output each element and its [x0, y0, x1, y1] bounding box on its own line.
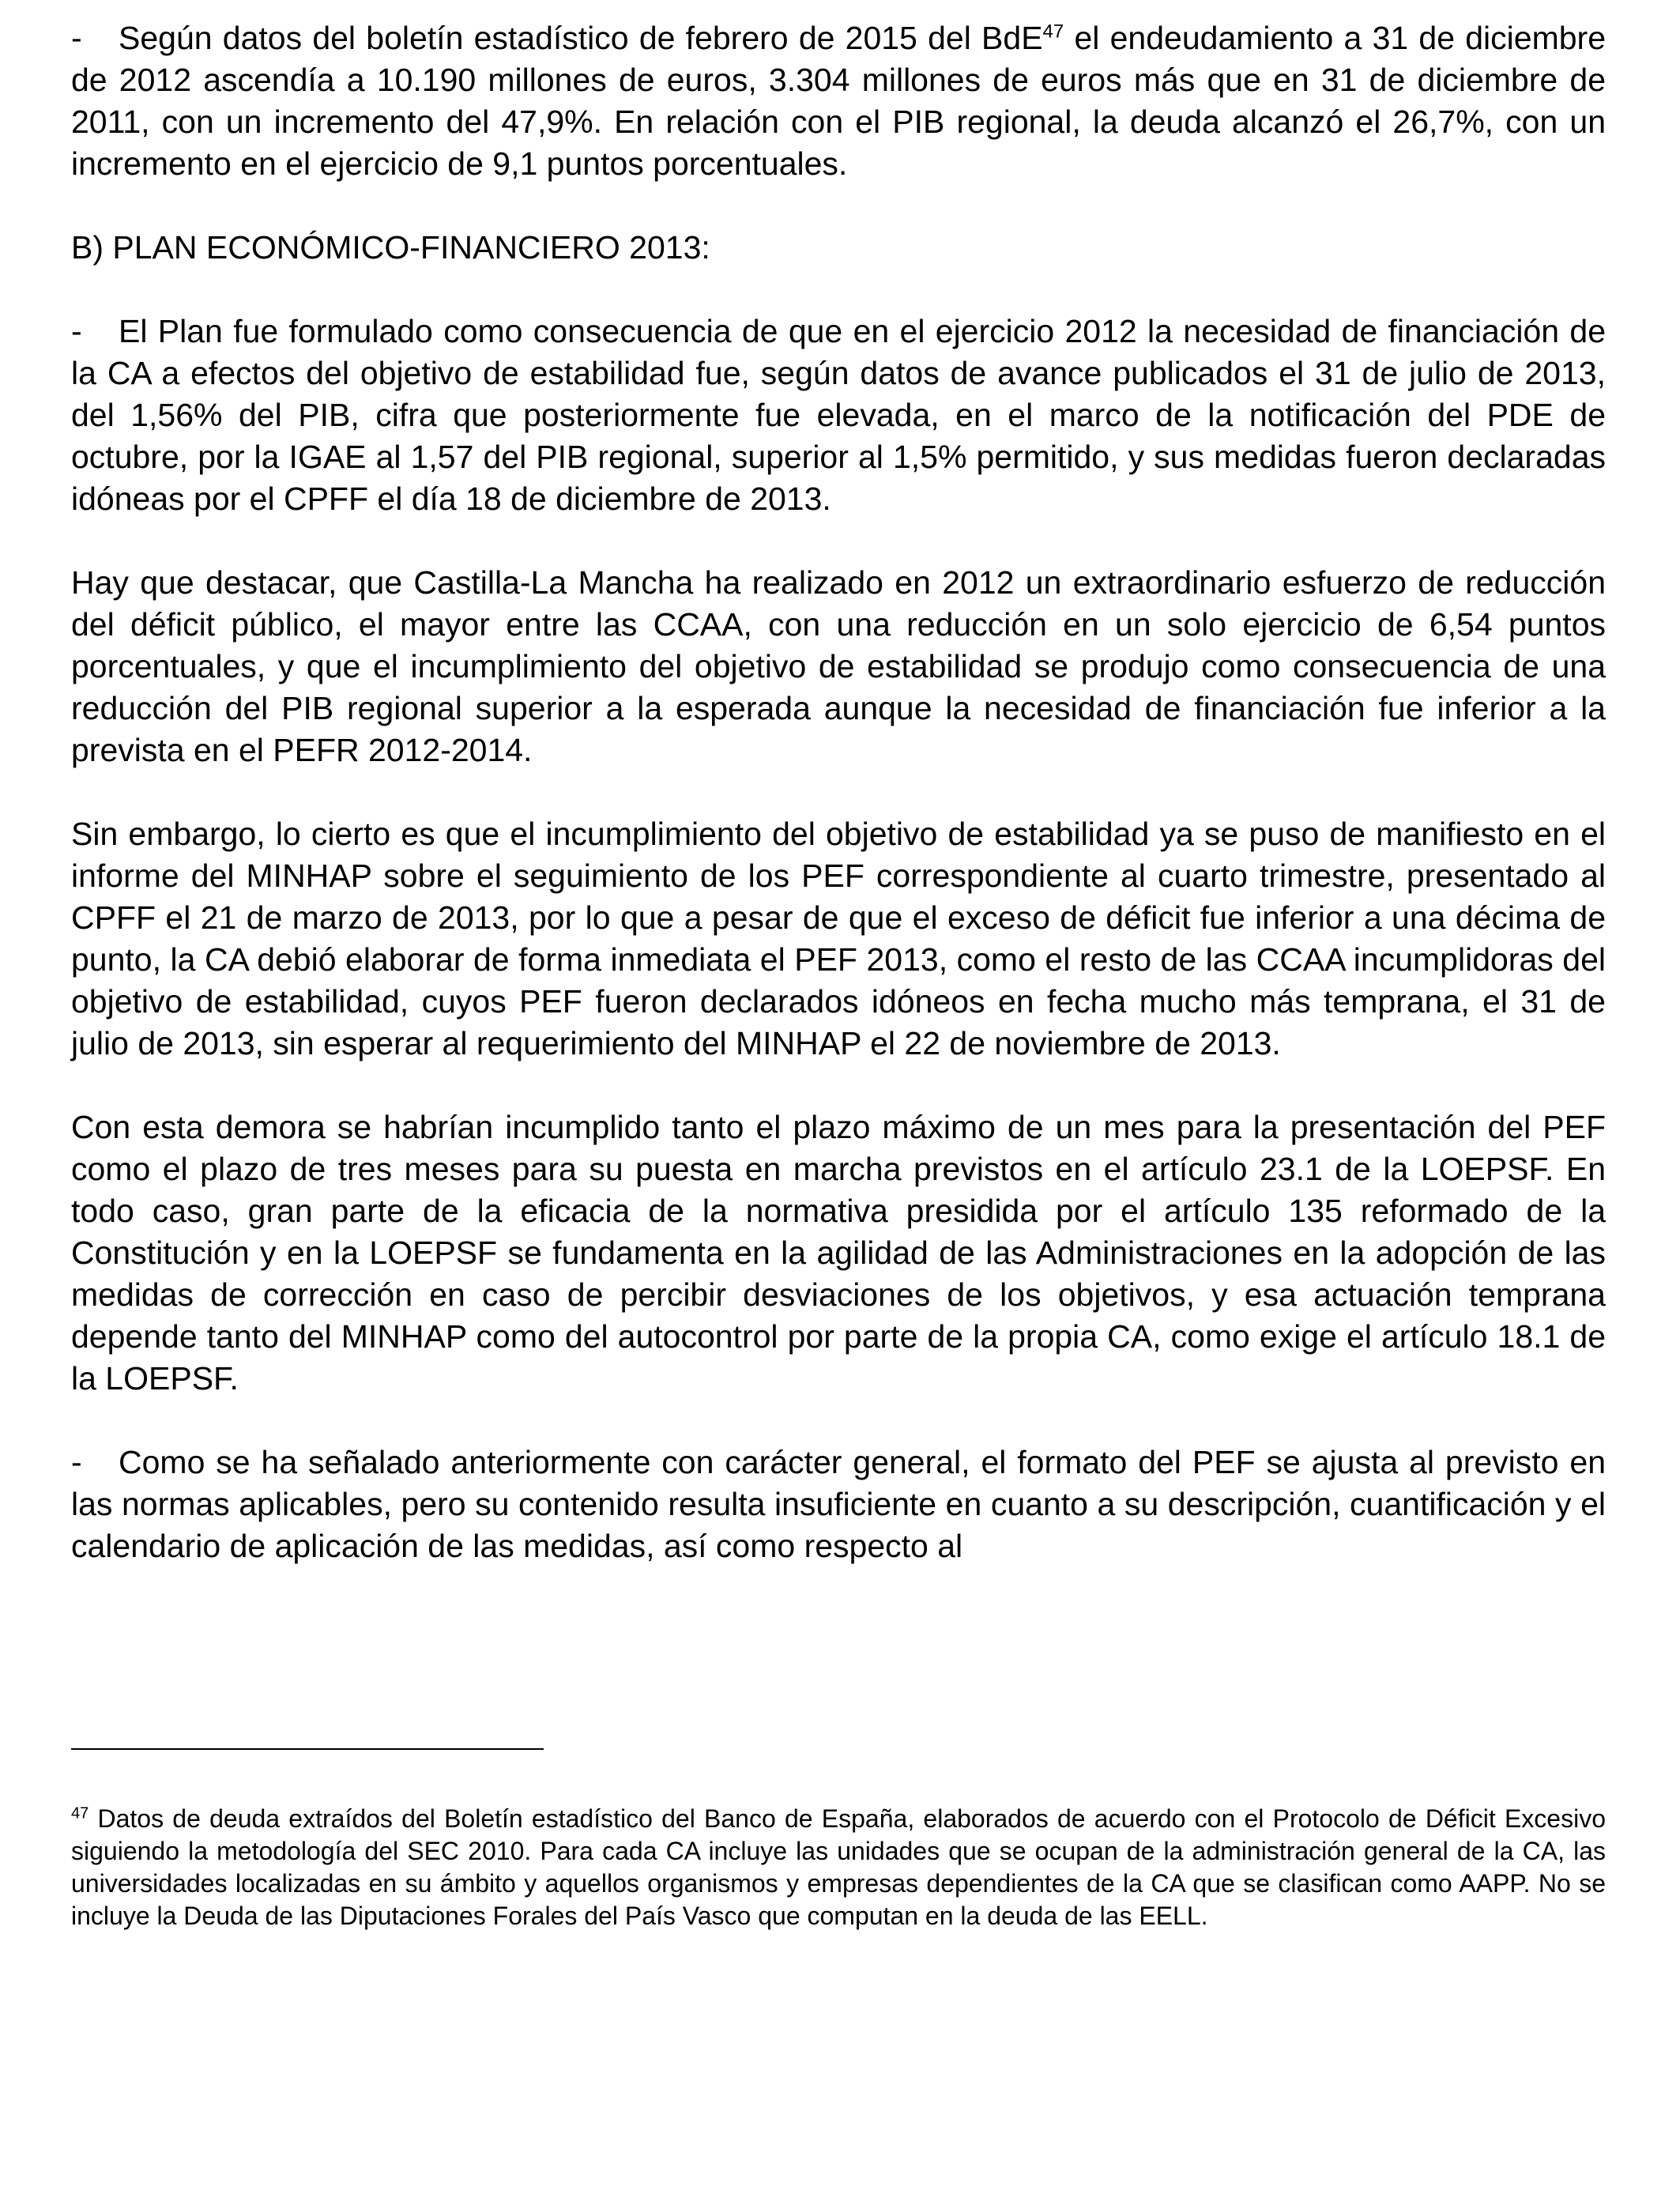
footnote-text: Datos de deuda extraídos del Boletín estadístico del Banco de España, elaborados de acuerdo con el Protocolo de Déficit Excesivo siguiendo la metodología del SEC 2010. Para cada CA incluye las unidades que se ocupan de la administración general de la CA, las universidades localizadas en su ámbito y aquellos organismos y empresas dependientes de la CA que se clasifican como AAPP. No se incluye la Deuda de las Diputaciones Forales del País Vasco que computan en la deuda de las EELL. [71, 1804, 1606, 1930]
footnote-reference[interactable]: 47 [1042, 21, 1064, 43]
document-body [71, 17, 1606, 1567]
paragraph-format-text: Como se ha señalado anteriormente con carácter general, el formato del PEF se ajusta al previsto en las normas aplicables, pero su contenido resulta insuficiente en cuanto a su descripción, cuantificación y el calendario de aplicación de las medidas, así como respecto al [71, 1444, 1606, 1564]
paragraph-debt-text-a: Según datos del boletín estadístico de febrero de 2015 del BdE [119, 20, 1043, 56]
paragraph-delay: Con esta demora se habrían incumplido tanto el plazo máximo de un mes para la presentación del PEF como el plazo de tres meses para su puesta en marcha previstos en el artículo 23.1 de la LOEPSF. En todo caso, gran parte de la eficacia de la normativa presidida por el artículo 135 reformado de la Constitución y en la LOEPSF se fundamenta en la agilidad de las Administraciones en la adopción de las medidas de corrección en caso de percibir desviaciones de los objetivos, y esa actuación temprana depende tanto del MINHAP como del autocontrol por parte de la propia CA, como exige el artículo 18.1 de la LOEPSF. [71, 1109, 1606, 1397]
paragraph-noncompliance: Sin embargo, lo cierto es que el incumplimiento del objetivo de estabilidad ya se puso de manifiesto en el informe del MINHAP sobre el seguimiento de los PEF correspondiente al cuarto trimestre, presentado al CPFF el 21 de marzo de 2013, por lo que a pesar de que el exceso de déficit fue inferior a una décima de punto, la CA debió elaborar de forma inmediata el PEF 2013, como el resto de las CCAA incumplidoras del objetivo de estabilidad, cuyos PEF fueron declarados idóneos en fecha mucho más temprana, el 31 de julio de 2013, sin esperar al requerimiento del MINHAP el 22 de noviembre de 2013. [71, 816, 1606, 1061]
footnote-number: 47 [71, 1804, 89, 1823]
paragraph-deficit-reduction: Hay que destacar, que Castilla-La Mancha ha realizado en 2012 un extraordinario esfuerzo de reducción del déficit público, el mayor entre las CCAA, con una reducción en un solo ejercicio de 6,54 puntos porcentuales, y que el incumplimiento del objetivo de estabilidad se produjo como consecuencia de una reducción del PIB regional superior a la esperada aunque la necesidad de financiación fue inferior a la prevista en el PEFR 2012-2014. [71, 564, 1606, 768]
list-dash: - [71, 1444, 82, 1480]
list-dash: - [71, 20, 82, 56]
section-heading-b: B) PLAN ECONÓMICO-FINANCIERO 2013: [71, 229, 710, 266]
paragraph-debt-text-b: el endeudamiento a 31 de diciembre de 2012 ascendía a 10.190 millones de euros, 3.304 millones de euros más que en 31 de diciembre de 2011, con un incremento del 47,9%. En relación con el PIB regional, la deuda alcanzó el 26,7%, con un incremento en el ejercicio de 9,1 puntos porcentuales. [71, 20, 1606, 182]
paragraph-plan-text: El Plan fue formulado como consecuencia de que en el ejercicio 2012 la necesidad de financiación de la CA a efectos del objetivo de estabilidad fue, según datos de avance publicados el 31 de julio de 2013, del 1,56% del PIB, cifra que posteriormente fue elevada, en el marco de la notificación del PDE de octubre, por la IGAE al 1,57 del PIB regional, superior al 1,5% permitido, y sus medidas fueron declaradas idóneas por el CPFF el día 18 de diciembre de 2013. [71, 313, 1606, 517]
footnote-separator [71, 1748, 544, 1750]
paragraph-debt [71, 17, 1606, 185]
paragraph-plan [71, 311, 1606, 520]
list-dash: - [71, 313, 82, 349]
footnote [71, 1803, 1606, 1932]
paragraph-format [71, 1442, 1606, 1567]
